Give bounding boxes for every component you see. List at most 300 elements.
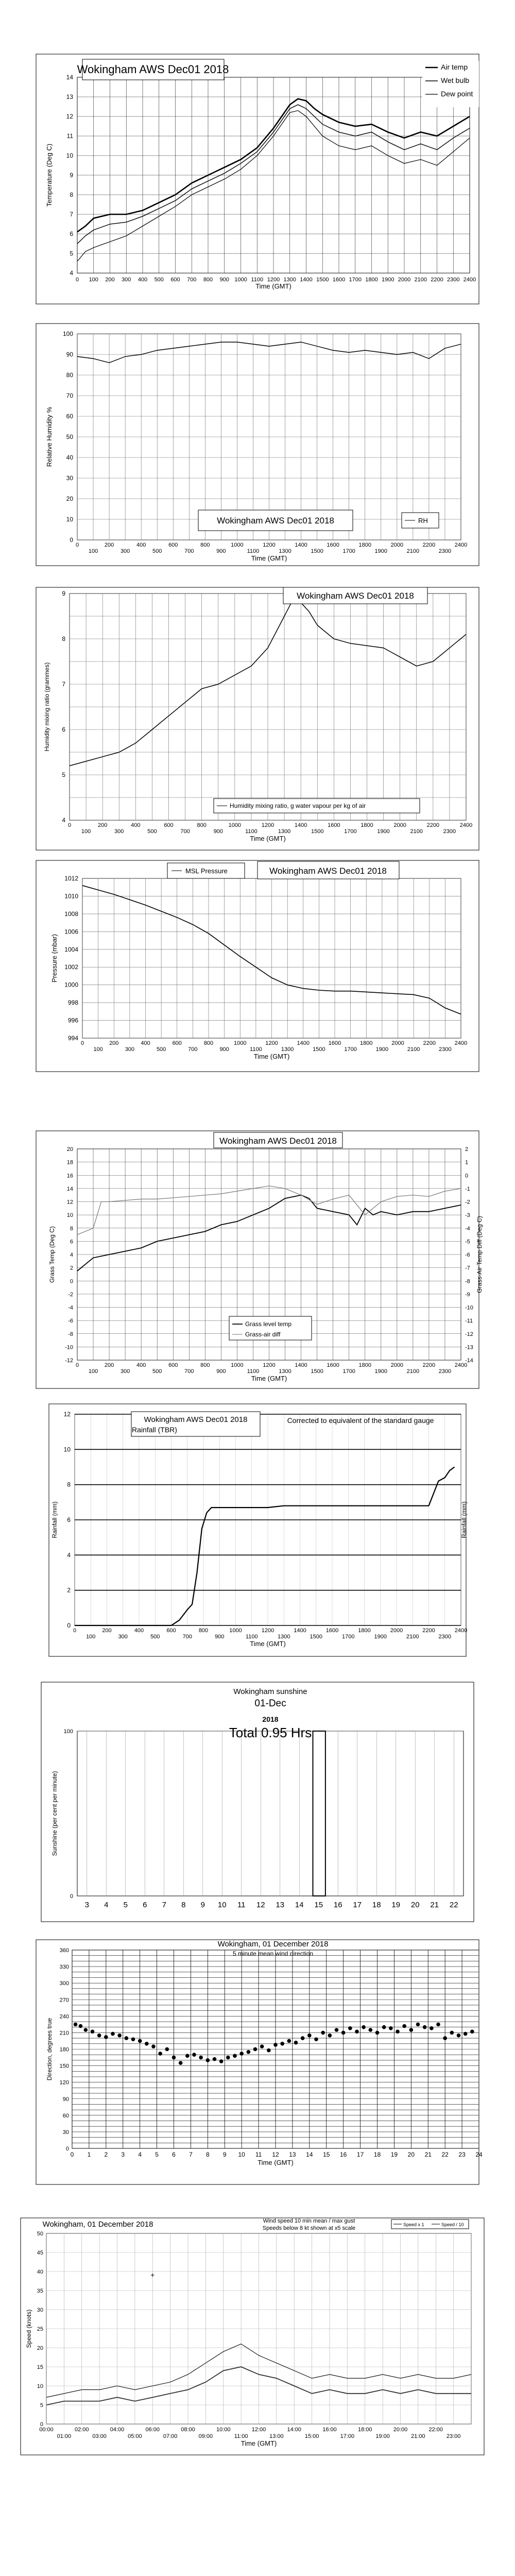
y-tick-label: 40	[66, 454, 73, 461]
x-tick-label: 1400	[294, 1628, 306, 1634]
chart-total: Total 0.95 Hrs	[229, 1725, 312, 1740]
x-tick-label: 1300	[279, 548, 291, 554]
y-tick-label: 1010	[64, 892, 78, 900]
wind-dir-point	[145, 2042, 149, 2046]
y-tick-label: 996	[67, 1016, 78, 1024]
y-tick-label: 1006	[64, 928, 78, 936]
wind-dir-point	[436, 2023, 440, 2027]
x-tick-label: 01:00	[57, 2433, 72, 2439]
x-tick-label: 100	[88, 1368, 98, 1375]
chart-pressure	[36, 860, 479, 1072]
y-tick-label: 80	[66, 371, 73, 379]
x-tick-label: 19	[391, 1901, 401, 1909]
x-tick-label: 2400	[459, 822, 473, 828]
x-tick-label: 2000	[390, 542, 404, 548]
y-tick-label: 5	[40, 2402, 43, 2409]
x-tick-label: 700	[180, 828, 190, 835]
y-tick-label: 70	[66, 392, 73, 399]
x-tick-label: 1400	[294, 822, 307, 828]
x-tick-label: 3	[121, 2151, 125, 2158]
x-tick-label: 600	[172, 1040, 182, 1046]
x-tick-label: 400	[138, 277, 148, 283]
y-tick-label: 6	[70, 230, 73, 238]
x-tick-label: 0	[70, 2151, 74, 2158]
y-tick-label: 240	[59, 2013, 69, 2020]
y-tick-label: 30	[66, 474, 73, 482]
x-tick-label: 2200	[422, 1362, 436, 1368]
x-tick-label: 2100	[406, 548, 420, 554]
x-tick-label: 2300	[438, 548, 452, 554]
y-tick-label: 20	[66, 1146, 73, 1153]
wind-dir-point	[355, 2029, 359, 2033]
y-tick-label: 8	[70, 191, 73, 198]
x-tick-label: 100	[89, 277, 98, 283]
y-tick-label: 1008	[64, 910, 78, 918]
y-tick-label: 9	[70, 172, 73, 179]
y-tick-label: 5	[70, 250, 73, 257]
wind-dir-point	[219, 2059, 224, 2063]
wind-dir-point	[301, 2036, 305, 2040]
x-tick-label: 2100	[407, 1046, 420, 1053]
y-tick-label-right: -1	[465, 1185, 470, 1192]
chart-wind-direction	[36, 1940, 483, 2184]
x-tick-label: 8	[181, 1901, 186, 1909]
legend-label: Humidity mixing ratio, g water vapour per kg of air	[230, 802, 366, 809]
x-tick-label: 10	[217, 1901, 227, 1909]
x-tick-label: 500	[154, 277, 164, 283]
x-tick-label: 100	[86, 1634, 96, 1640]
y-tick-label: 2	[70, 1265, 73, 1272]
x-tick-label: 1800	[365, 277, 378, 283]
x-tick-label: 4	[104, 1901, 109, 1909]
y-tick-label: 20	[37, 2345, 43, 2351]
x-tick-label: 2000	[391, 1040, 404, 1046]
wind-dir-point	[158, 2052, 162, 2056]
chart-annotation: Corrected to equivalent of the standard gauge	[287, 1416, 434, 1425]
y-tick-label: 10	[63, 1446, 71, 1453]
wind-dir-point	[104, 2035, 108, 2039]
y-tick-label-right: -4	[465, 1225, 470, 1232]
chart-title: Wokingham AWS Dec01 2018	[77, 63, 229, 76]
y-tick-label: 60	[62, 2112, 69, 2119]
x-tick-label: 9	[200, 1901, 205, 1909]
x-tick-label: 900	[219, 1046, 229, 1053]
y-tick-label: -2	[68, 1291, 73, 1298]
y-tick-label: 8	[62, 635, 65, 642]
x-tick-label: 9	[222, 2151, 227, 2158]
y-axis-label: Relative Humidity %	[45, 406, 53, 467]
x-tick-label: 200	[109, 1040, 119, 1046]
x-tick-label: 1900	[382, 277, 394, 283]
x-tick-label: 2200	[422, 1628, 435, 1634]
y-tick-label: 50	[66, 433, 73, 440]
x-tick-label: 300	[114, 828, 124, 835]
x-tick-label: 8	[205, 2151, 210, 2158]
x-tick-label: 600	[166, 1628, 176, 1634]
x-tick-label: 17	[353, 1901, 362, 1909]
x-tick-label: 400	[131, 822, 141, 828]
legend-label: Grass-air diff	[245, 1331, 281, 1338]
wind-dir-point	[294, 2041, 298, 2045]
legend	[422, 61, 479, 107]
y-tick-label: -12	[65, 1358, 73, 1364]
y-axis-label: Sunshine (per cent per minute)	[51, 1771, 58, 1856]
y-axis-label: Pressure (mbar)	[50, 934, 58, 982]
x-axis-label: Time (GMT)	[253, 1053, 290, 1060]
x-tick-label: 23:00	[446, 2433, 461, 2439]
wind-dir-point	[117, 2033, 122, 2038]
x-tick-label: 200	[102, 1628, 112, 1634]
y-tick-label: 15	[37, 2364, 43, 2370]
chart-sunshine	[41, 1682, 474, 1922]
y-tick-label: 5	[62, 771, 65, 778]
x-tick-label: 1500	[311, 828, 324, 835]
x-tick-label: 0	[73, 1628, 77, 1634]
y-tick-label: 0	[40, 2421, 43, 2428]
x-tick-label: 5	[123, 1901, 128, 1909]
x-axis-label: Time (GMT)	[258, 2159, 294, 2166]
chart-title: Wokingham AWS Dec01 2018	[297, 591, 414, 601]
y-tick-label-right: -14	[465, 1358, 473, 1364]
x-tick-label: 19:00	[375, 2433, 390, 2439]
x-tick-label: 1600	[328, 1040, 341, 1046]
y-tick-label: 1012	[64, 875, 78, 882]
x-tick-label: 400	[134, 1628, 144, 1634]
x-tick-label: 1300	[283, 277, 296, 283]
x-tick-label: 05:00	[128, 2433, 142, 2439]
x-tick-label: 1400	[297, 1040, 310, 1046]
x-tick-label: 1200	[263, 1362, 276, 1368]
y-tick-label: 45	[37, 2250, 43, 2256]
x-tick-label: 1800	[360, 822, 373, 828]
wind-dir-point	[369, 2028, 373, 2032]
x-tick-label: 1100	[245, 828, 258, 835]
x-tick-label: 21	[424, 2151, 432, 2158]
x-tick-label: 2000	[393, 822, 406, 828]
x-tick-label: 1700	[344, 1046, 357, 1053]
chart-rainfall	[49, 1404, 468, 1656]
x-tick-label: 700	[182, 1634, 192, 1640]
y-tick-label: -4	[68, 1304, 73, 1311]
y-axis-label-right: Grass-Air Temp Diff (Deg C)	[476, 1216, 483, 1293]
x-tick-label: 06:00	[145, 2427, 160, 2433]
y-tick-label-right: -10	[465, 1304, 473, 1311]
x-tick-label: 1200	[261, 1628, 274, 1634]
x-tick-label: 1700	[349, 277, 362, 283]
y-tick-label: 180	[59, 2046, 69, 2053]
x-tick-label: 15	[323, 2151, 330, 2158]
y-tick-label: 4	[70, 1252, 73, 1258]
x-tick-label: 09:00	[198, 2433, 213, 2439]
x-tick-label: 1600	[332, 277, 346, 283]
x-tick-label: 2000	[390, 1628, 403, 1634]
x-tick-label: 6	[143, 1901, 147, 1909]
wind-dir-point	[457, 2033, 461, 2038]
wind-dir-point	[138, 2039, 142, 2043]
chart-title: Wokingham, 01 December 2018	[217, 1940, 329, 1948]
x-tick-label: 1000	[231, 542, 244, 548]
x-tick-label: 300	[120, 1368, 130, 1375]
x-tick-label: 300	[120, 548, 130, 554]
y-tick-label: 8	[70, 1225, 73, 1232]
x-tick-label: 13	[276, 1901, 285, 1909]
legend-label: Speed x 1	[403, 2222, 424, 2227]
y-tick-label: 6	[70, 1239, 73, 1245]
x-tick-label: 2100	[410, 828, 423, 835]
y-tick-label: 12	[66, 113, 73, 120]
y-tick-label: 90	[66, 351, 73, 358]
x-axis-label: Time (GMT)	[241, 2439, 277, 2447]
x-tick-label: 15	[314, 1901, 323, 1909]
x-tick-label: 18:00	[357, 2427, 372, 2433]
wind-dir-point	[470, 2029, 474, 2033]
x-tick-label: 100	[88, 548, 98, 554]
x-tick-label: 500	[150, 1634, 160, 1640]
x-tick-label: 400	[141, 1040, 150, 1046]
y-tick-label: 8	[67, 1481, 71, 1488]
y-tick-label: 270	[59, 1997, 69, 2004]
chart-title: Wokingham sunshine	[233, 1687, 307, 1696]
x-tick-label: 1400	[295, 1362, 307, 1368]
x-tick-label: 16	[339, 2151, 347, 2158]
y-tick-label: 10	[37, 2383, 43, 2389]
x-tick-label: 1000	[231, 1362, 244, 1368]
legend-label: Wet bulb	[441, 76, 469, 84]
x-tick-label: 1600	[325, 1628, 339, 1634]
x-tick-label: 1600	[327, 542, 339, 548]
wind-dir-point	[192, 2053, 196, 2057]
chart-subtitle: Wind speed 10 min mean / max gust	[263, 2218, 355, 2224]
y-tick-label-right: -11	[465, 1318, 473, 1325]
x-tick-label: 00:00	[39, 2427, 54, 2433]
wind-dir-point	[307, 2033, 312, 2038]
wind-dir-point	[314, 2037, 318, 2041]
x-tick-label: 2400	[454, 542, 468, 548]
legend-label: MSL Pressure	[185, 867, 228, 875]
x-tick-label: 14:00	[287, 2427, 302, 2433]
wind-dir-point	[74, 2023, 78, 2027]
x-tick-label: 10:00	[216, 2427, 231, 2433]
y-axis-label: Temperature (Deg C)	[45, 143, 53, 207]
legend-label: Air temp	[441, 63, 468, 71]
x-tick-label: 1000	[229, 1628, 242, 1634]
y-tick-label: 35	[37, 2288, 43, 2294]
x-tick-label: 1000	[228, 822, 242, 828]
y-tick-label: 100	[63, 1728, 73, 1735]
x-tick-label: 12	[272, 2151, 279, 2158]
wind-dir-point	[267, 2048, 271, 2053]
x-tick-label: 2	[104, 2151, 108, 2158]
x-tick-label: 1900	[374, 1368, 388, 1375]
x-tick-label: 6	[172, 2151, 176, 2158]
x-tick-label: 500	[156, 1046, 166, 1053]
chart-mixing-ratio	[36, 587, 479, 850]
chart-wind-speed	[21, 2218, 484, 2455]
y-tick-label: 360	[59, 1947, 69, 1954]
x-tick-label: 12	[256, 1901, 265, 1909]
wind-dir-point	[396, 2029, 400, 2033]
chart-temperature	[36, 54, 479, 304]
wind-dir-point	[233, 2054, 237, 2058]
wind-dir-point	[402, 2024, 406, 2028]
x-tick-label: 1900	[377, 828, 390, 835]
x-tick-label: 1200	[261, 822, 274, 828]
chart-subtitle-2: Speeds below 8 kt shown at x5 scale	[262, 2225, 356, 2231]
x-tick-label: 1300	[279, 1368, 291, 1375]
y-tick-label: 7	[62, 681, 65, 688]
x-tick-label: 11:00	[234, 2433, 248, 2439]
x-tick-label: 1100	[247, 548, 260, 554]
x-tick-label: 1800	[358, 1628, 371, 1634]
x-tick-label: 1900	[375, 1046, 389, 1053]
y-tick-label: 0	[67, 1622, 71, 1629]
x-tick-label: 0	[75, 277, 79, 283]
wind-dir-point	[199, 2056, 203, 2060]
x-tick-label: 10	[238, 2151, 245, 2158]
y-tick-label: 10	[66, 516, 73, 523]
x-tick-label: 1900	[374, 548, 388, 554]
x-tick-label: 800	[200, 542, 210, 548]
wind-dir-point	[443, 2036, 447, 2040]
x-tick-label: 1700	[342, 1634, 355, 1640]
y-tick-label: 30	[62, 2129, 69, 2136]
x-tick-label: 18	[372, 1901, 381, 1909]
x-tick-label: 20:00	[393, 2427, 408, 2433]
x-tick-label: 5	[155, 2151, 159, 2158]
x-tick-label: 1000	[234, 277, 247, 283]
wind-dir-point	[79, 2024, 83, 2028]
y-tick-label: 9	[62, 590, 65, 597]
x-tick-label: 02:00	[74, 2427, 89, 2433]
x-tick-label: 800	[203, 277, 213, 283]
legend-label: Dew point	[441, 90, 473, 98]
x-tick-label: 12:00	[251, 2427, 266, 2433]
y-tick-label: 10	[66, 152, 73, 159]
x-tick-label: 2000	[390, 1362, 404, 1368]
x-tick-label: 1300	[278, 828, 291, 835]
x-tick-label: 1400	[295, 542, 307, 548]
x-tick-label: 300	[118, 1634, 128, 1640]
y-tick-label: 40	[37, 2269, 43, 2275]
y-tick-label: 30	[37, 2307, 43, 2313]
x-tick-label: 1200	[267, 277, 280, 283]
legend-label: Speed / 10	[441, 2222, 464, 2227]
x-tick-label: 1800	[358, 1362, 371, 1368]
chart-title: Wokingham AWS Dec01 2018	[219, 1136, 337, 1146]
wind-dir-point	[287, 2039, 291, 2043]
x-tick-label: 1600	[327, 1362, 339, 1368]
y-tick-label: 0	[70, 1278, 73, 1285]
x-tick-label: 1100	[250, 1046, 262, 1053]
x-tick-label: 1700	[342, 1368, 355, 1375]
chart-subtitle: 01-Dec	[254, 1698, 286, 1709]
x-tick-label: 1200	[263, 542, 276, 548]
x-tick-label: 700	[187, 277, 197, 283]
wind-dir-point	[111, 2032, 115, 2036]
x-tick-label: 1500	[316, 277, 329, 283]
x-tick-label: 2300	[438, 1368, 452, 1375]
y-tick-label: 300	[59, 1980, 69, 1987]
y-tick-label-right: -6	[465, 1252, 470, 1258]
y-tick-label: 0	[65, 2146, 69, 2152]
y-tick-label-right: -7	[465, 1265, 470, 1272]
wind-dir-point	[335, 2028, 339, 2032]
x-tick-label: 0	[75, 1362, 79, 1368]
x-tick-label: 1500	[310, 1634, 322, 1640]
y-tick-label-right: -8	[465, 1278, 470, 1285]
y-tick-label: 14	[66, 1185, 73, 1192]
wind-dir-point	[430, 2026, 434, 2030]
x-tick-label: 1300	[278, 1634, 290, 1640]
wind-dir-point	[84, 2028, 88, 2032]
y-tick-label: 12	[66, 1199, 73, 1206]
wind-dir-point	[206, 2058, 210, 2062]
wind-dir-point	[362, 2025, 366, 2029]
x-tick-label: 18	[373, 2151, 381, 2158]
x-tick-label: 22	[441, 2151, 449, 2158]
wind-dir-point	[260, 2044, 264, 2048]
y-tick-label-right: -5	[465, 1239, 470, 1245]
x-tick-label: 700	[188, 1046, 198, 1053]
x-tick-label: 1200	[265, 1040, 278, 1046]
x-axis-label: Time (GMT)	[255, 282, 291, 290]
wind-dir-point	[348, 2026, 352, 2030]
x-tick-label: 7	[162, 1901, 166, 1909]
wind-dir-point	[172, 2056, 176, 2060]
x-tick-label: 300	[125, 1046, 135, 1053]
wind-dir-point	[151, 2044, 156, 2048]
x-tick-label: 03:00	[92, 2433, 107, 2439]
y-tick-label-right: -2	[465, 1199, 470, 1206]
y-axis-label: Rainfall (mm)	[51, 1501, 58, 1538]
x-tick-label: 900	[219, 277, 229, 283]
wind-dir-point	[239, 2052, 244, 2056]
x-tick-label: 2400	[454, 1362, 468, 1368]
x-tick-label: 08:00	[181, 2427, 195, 2433]
x-tick-label: 0	[80, 1040, 84, 1046]
x-tick-label: 4	[138, 2151, 142, 2158]
x-tick-label: 200	[104, 1362, 114, 1368]
chart-title: Wokingham, 01 December 2018	[42, 2220, 153, 2229]
x-tick-label: 23	[458, 2151, 466, 2158]
y-tick-label: -8	[68, 1331, 73, 1337]
y-tick-label: 100	[62, 330, 73, 337]
y-tick-label: 12	[63, 1411, 71, 1418]
x-tick-label: 15:00	[304, 2433, 319, 2439]
wind-dir-point	[179, 2061, 183, 2065]
x-tick-label: 800	[203, 1040, 214, 1046]
x-tick-label: 17:00	[340, 2433, 355, 2439]
y-tick-label: 11	[66, 132, 73, 140]
x-tick-label: 2400	[454, 1628, 468, 1634]
x-tick-label: 700	[184, 1368, 194, 1375]
x-tick-label: 900	[215, 1634, 225, 1640]
x-tick-label: 500	[152, 1368, 162, 1375]
y-tick-label: 20	[66, 495, 73, 502]
x-tick-label: 14	[295, 1901, 304, 1909]
wind-dir-point	[185, 2054, 190, 2058]
chart-title: Wokingham AWS Dec01 2018	[144, 1415, 248, 1424]
y-tick-label: 998	[67, 999, 78, 1007]
y-tick-label: 13	[66, 93, 73, 100]
x-tick-label: 2400	[463, 277, 476, 283]
y-tick-label: 0	[70, 536, 73, 544]
x-axis-label: Time (GMT)	[250, 835, 286, 842]
y-tick-label: 1002	[64, 963, 78, 971]
y-tick-label-right: -3	[465, 1212, 470, 1219]
y-tick-label: 120	[59, 2079, 69, 2086]
y-tick-label: 2	[67, 1586, 71, 1594]
